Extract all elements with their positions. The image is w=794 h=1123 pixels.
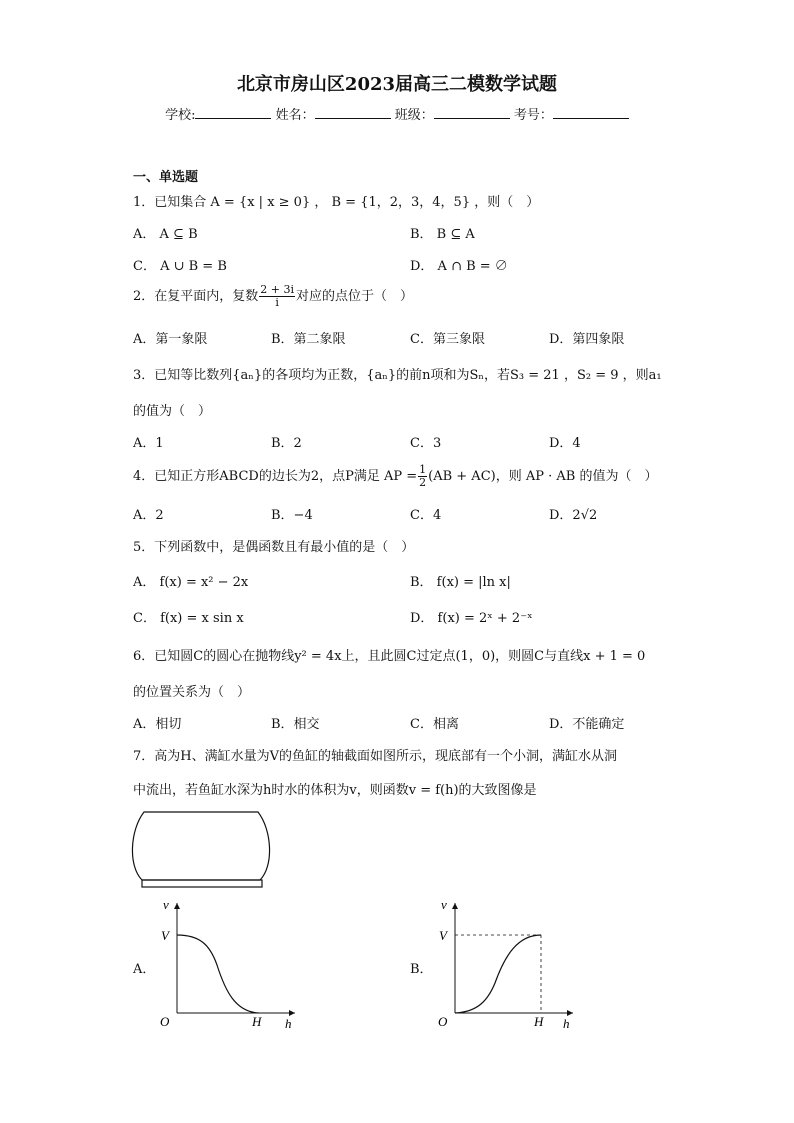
q4-stem-post: (AB + AC)，则 AP · AB 的值为（ ）: [428, 469, 658, 484]
q7-stem-cont: 中流出，若鱼缸水深为h时水的体积为v，则函数v = f(h)的大致图像是: [133, 783, 537, 798]
page-title: 北京市房山区2023届高三二模数学试题: [236, 74, 558, 95]
q5-option-c[interactable]: C． f(x) = x sin x: [133, 611, 244, 626]
tank-base: [142, 880, 262, 887]
q6-stem-cont: 的位置关系为（ ）: [133, 685, 251, 700]
q1-stem: 1．已知集合 A = {x | x ≥ 0} ， B = {1，2，3，4，5} ，则（ ）: [133, 195, 540, 210]
curve-b: [455, 935, 541, 1013]
class-label: 班级：: [394, 108, 434, 123]
q2-fraction: [259, 284, 295, 309]
q3-option-d[interactable]: D．4: [549, 436, 581, 451]
q7-stem: 7．高为H、满缸水量为V的鱼缸的轴截面如图所示，现底部有一个小洞，满缸水从洞: [133, 749, 617, 764]
q6-option-c[interactable]: C．相离: [410, 717, 459, 732]
tank-outline: [132, 812, 269, 880]
graph-b-H-label: H: [534, 1014, 544, 1029]
q3-option-b[interactable]: B．2: [271, 436, 302, 451]
class-blank[interactable]: [434, 106, 510, 119]
q4-stem: [133, 464, 657, 489]
graph-b-x-label: h: [563, 1016, 570, 1031]
q4-option-b[interactable]: B．−4: [271, 508, 313, 523]
q2-option-d[interactable]: D．第四象限: [549, 332, 625, 347]
q1-option-a[interactable]: A． A ⊆ B: [133, 227, 198, 242]
q3-option-a[interactable]: A．1: [133, 436, 164, 451]
q6-stem: 6．已知圆C的圆心在抛物线y² = 4x上，且此圆C过定点(1，0)，则圆C与直线x + 1 = 0: [133, 649, 646, 664]
q4-option-a[interactable]: A．2: [133, 508, 164, 523]
q7-option-a-graph[interactable]: [155, 895, 305, 1035]
school-blank[interactable]: [195, 106, 271, 119]
q7-option-b-label[interactable]: B．: [410, 962, 433, 977]
q2-stem: [133, 284, 413, 309]
q2-frac-num: 2 + 3i: [260, 283, 295, 296]
q4-frac-num: 1: [419, 463, 427, 476]
q4-option-c[interactable]: C．4: [410, 508, 442, 523]
q4-frac-den: 2: [419, 476, 427, 489]
graph-a-H-label: H: [252, 1014, 262, 1029]
q2-stem-post: 对应的点位于（ ）: [296, 289, 414, 304]
q3-stem-cont: 的值为（ ）: [133, 404, 212, 419]
q2-option-b[interactable]: B．第二象限: [271, 332, 346, 347]
graph-b-y-label: v: [441, 897, 447, 912]
q4-option-d[interactable]: D．2√2: [549, 508, 598, 523]
name-blank[interactable]: [315, 106, 391, 119]
graph-a-origin-label: O: [160, 1014, 170, 1029]
q7-option-b-graph[interactable]: [433, 895, 583, 1035]
id-label: 考号：: [513, 108, 553, 123]
graph-a-x-label: h: [285, 1016, 292, 1031]
q3-option-c[interactable]: C．3: [410, 436, 442, 451]
q2-option-a[interactable]: A．第一象限: [133, 332, 208, 347]
curve-a: [177, 935, 259, 1013]
fish-tank-figure: [128, 808, 278, 890]
graph-b-V-label: V: [439, 928, 447, 943]
q4-stem-pre: 4．已知正方形ABCD的边长为2，点P满足 AP =: [133, 469, 418, 484]
q7-option-a-label[interactable]: A．: [133, 962, 156, 977]
graph-a-y-label: v: [163, 897, 169, 912]
q4-fraction: [418, 464, 427, 489]
q2-frac-den: i: [275, 296, 279, 309]
q5-option-a[interactable]: A． f(x) = x² − 2x: [133, 575, 249, 590]
q5-stem: 5．下列函数中，是偶函数且有最小值的是（ ）: [133, 540, 415, 555]
y-axis-arrow: [174, 903, 180, 909]
q1-option-d[interactable]: D． A ∩ B = ∅: [410, 259, 508, 274]
q6-option-d[interactable]: D．不能确定: [549, 717, 625, 732]
student-info-row: [0, 104, 794, 123]
q6-option-b[interactable]: B．相交: [271, 717, 320, 732]
graph-b-origin-label: O: [438, 1014, 448, 1029]
id-blank[interactable]: [553, 106, 629, 119]
q2-stem-pre: 2．在复平面内，复数: [133, 289, 259, 304]
q3-stem: 3．已知等比数列{aₙ}的各项均为正数，{aₙ}的前n项和为Sₙ，若S₃ = 21 ，S₂ = 9 ，则a₁: [133, 368, 662, 383]
q5-option-b[interactable]: B． f(x) = |ln x|: [410, 575, 511, 590]
q1-option-b[interactable]: B． B ⊆ A: [410, 227, 475, 242]
section-title: 一、单选题: [133, 170, 199, 185]
q5-option-d[interactable]: D． f(x) = 2ˣ + 2⁻ˣ: [410, 611, 533, 626]
school-label: 学校:: [165, 108, 196, 123]
q1-option-c[interactable]: C． A ∪ B = B: [133, 259, 227, 274]
name-label: 姓名：: [275, 108, 315, 123]
q2-option-c[interactable]: C．第三象限: [410, 332, 485, 347]
y-axis-arrow: [452, 903, 458, 909]
graph-a-V-label: V: [161, 928, 169, 943]
q6-option-a[interactable]: A．相切: [133, 717, 182, 732]
